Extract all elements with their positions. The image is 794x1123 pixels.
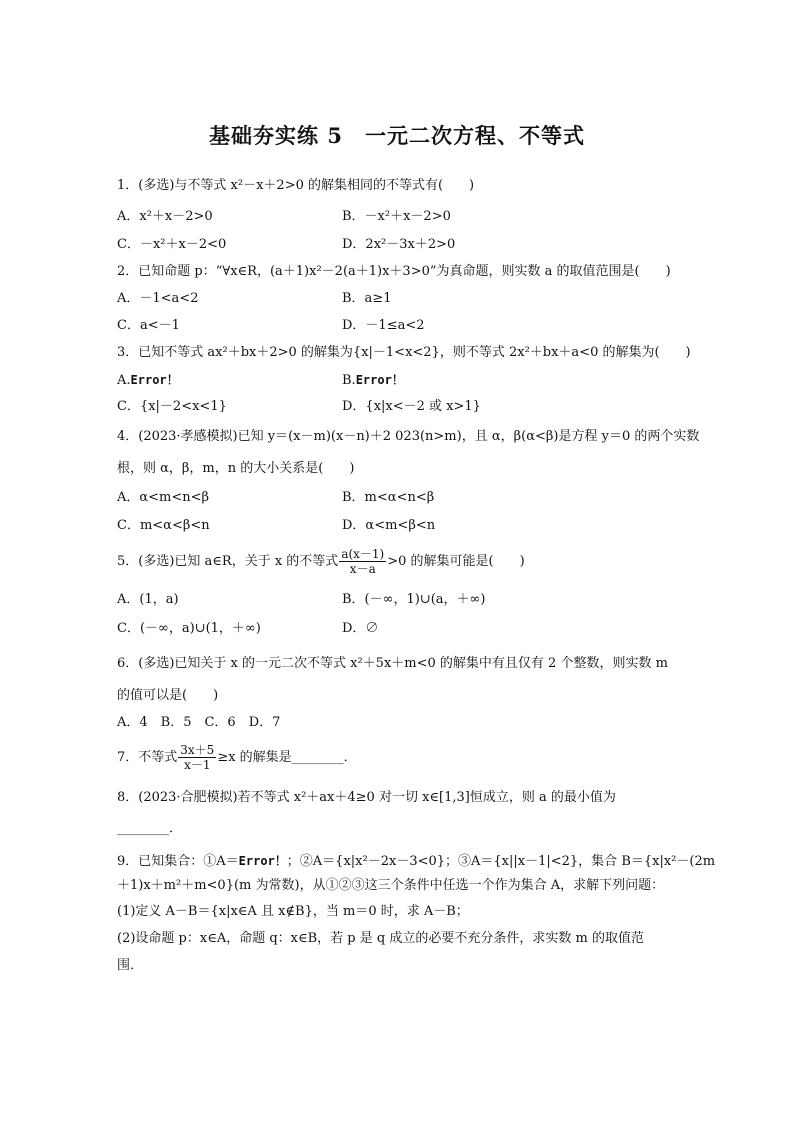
q4-stem-line2: 根，则 α，β，m，n 的大小关系是( ) [117, 461, 355, 476]
q3-option-a-error: Error！ [130, 373, 179, 387]
q1-stem: 1．(多选)与不等式 x²－x＋2>0 的解集相同的不等式有( ) [117, 178, 475, 193]
q7-stem-pre: 7．不等式 [117, 750, 178, 765]
q2-option-a: A．－1<a<2 [117, 291, 199, 306]
q6-options: A．4 B．5 C．6 D．7 [117, 715, 281, 730]
q9-line4: (2)设命题 p：x∈A，命题 q：x∈B，若 p 是 q 成立的必要不充分条件，求实数 m 的取值范 [117, 931, 644, 946]
q7-stem-post: ≥x 的解集是________． [217, 750, 357, 765]
q7-fraction-numerator: 3x＋5 [180, 743, 215, 757]
q8-stem-line2: ________． [117, 821, 183, 836]
q4-option-a: A．α<m<n<β [117, 490, 210, 505]
q5-stem [117, 546, 525, 578]
q2-option-b: B．a≥1 [342, 291, 392, 306]
q9-error: Error！ [238, 854, 287, 868]
q5-option-d: D．∅ [342, 621, 379, 636]
q7-fraction [178, 743, 216, 772]
q6-stem-line1: 6．(多选)已知关于 x 的一元二次不等式 x²＋5x＋m<0 的解集中有且仅有 2 个整数，则实数 m [117, 656, 668, 671]
q1-option-d: D．2x²－3x＋2>0 [342, 237, 456, 252]
q5-option-c: C．(－∞，a)∪(1，＋∞) [117, 621, 261, 636]
q3-option-b-label: B. [342, 373, 356, 388]
q7-stem [117, 742, 357, 774]
q5-fraction [339, 547, 386, 576]
q3-option-b [342, 371, 404, 390]
q3-option-a-label: A. [117, 373, 131, 388]
q9-line1 [117, 852, 715, 871]
q9-line5: 围． [117, 958, 144, 973]
q7-fraction-denominator: x－1 [184, 758, 211, 772]
q1-option-b: B．－x²＋x－2>0 [342, 209, 451, 224]
q2-option-c: C．a<－1 [117, 318, 180, 333]
q9-line1-post: ；②A＝{x|x²－2x－3<0}；③A＝{x||x－1|<2}，集合 B＝{x|x²－(2m [286, 854, 716, 869]
q1-option-a: A．x²＋x－2>0 [117, 209, 213, 224]
q3-option-b-error: Error！ [355, 373, 404, 387]
q4-option-d: D．α<m<β<n [342, 518, 436, 533]
q9-line2: ＋1)x＋m²＋m<0}(m 为常数)，从①②③这三个条件中任选一个作为集合 A，求解下列问题： [117, 878, 665, 893]
q6-stem-line2: 的值可以是( ) [117, 688, 219, 703]
q5-stem-post: >0 的解集可能是( ) [387, 554, 525, 569]
q3-option-a [117, 371, 179, 390]
page-title: 基础夯实练 5 一元二次方程、不等式 [209, 123, 585, 148]
q5-option-b: B．(－∞，1)∪(a，＋∞) [342, 592, 486, 607]
q5-fraction-numerator: a(x－1) [341, 547, 385, 561]
q2-stem: 2．已知命题 p：“∀x∈R，(a＋1)x²－2(a＋1)x＋3>0”为真命题，则实数 a 的取值范围是( ) [117, 264, 671, 279]
q8-stem-line1: 8．(2023·合肥模拟)若不等式 x²＋ax＋4≥0 对一切 x∈[1,3]恒成立，则 a 的最小值为 [117, 790, 616, 805]
q9-line1-pre: 9．已知集合：①A＝ [117, 854, 239, 869]
q3-option-c: C．{x|－2<x<1} [117, 399, 227, 414]
q5-fraction-denominator: x－a [349, 562, 376, 576]
q4-stem-line1: 4．(2023·孝感模拟)已知 y＝(x－m)(x－n)＋2 023(n>m)，且 α，β(α<β)是方程 y＝0 的两个实数 [117, 429, 700, 444]
q4-option-b: B．m<α<n<β [342, 490, 435, 505]
q3-option-d: D．{x|x<－2 或 x>1} [342, 399, 481, 414]
q5-option-a: A．(1，a) [117, 592, 179, 607]
q9-line3: (1)定义 A－B＝{x|x∈A 且 x∉B}，当 m＝0 时，求 A－B； [117, 904, 469, 919]
q5-stem-pre: 5．(多选)已知 a∈R，关于 x 的不等式 [117, 554, 339, 569]
q2-option-d: D．－1≤a<2 [342, 318, 425, 333]
q1-option-c: C．－x²＋x－2<0 [117, 237, 227, 252]
q4-option-c: C．m<α<β<n [117, 518, 210, 533]
q3-stem: 3．已知不等式 ax²＋bx＋2>0 的解集为{x|－1<x<2}，则不等式 2x²＋bx＋a<0 的解集为( ) [117, 345, 691, 360]
